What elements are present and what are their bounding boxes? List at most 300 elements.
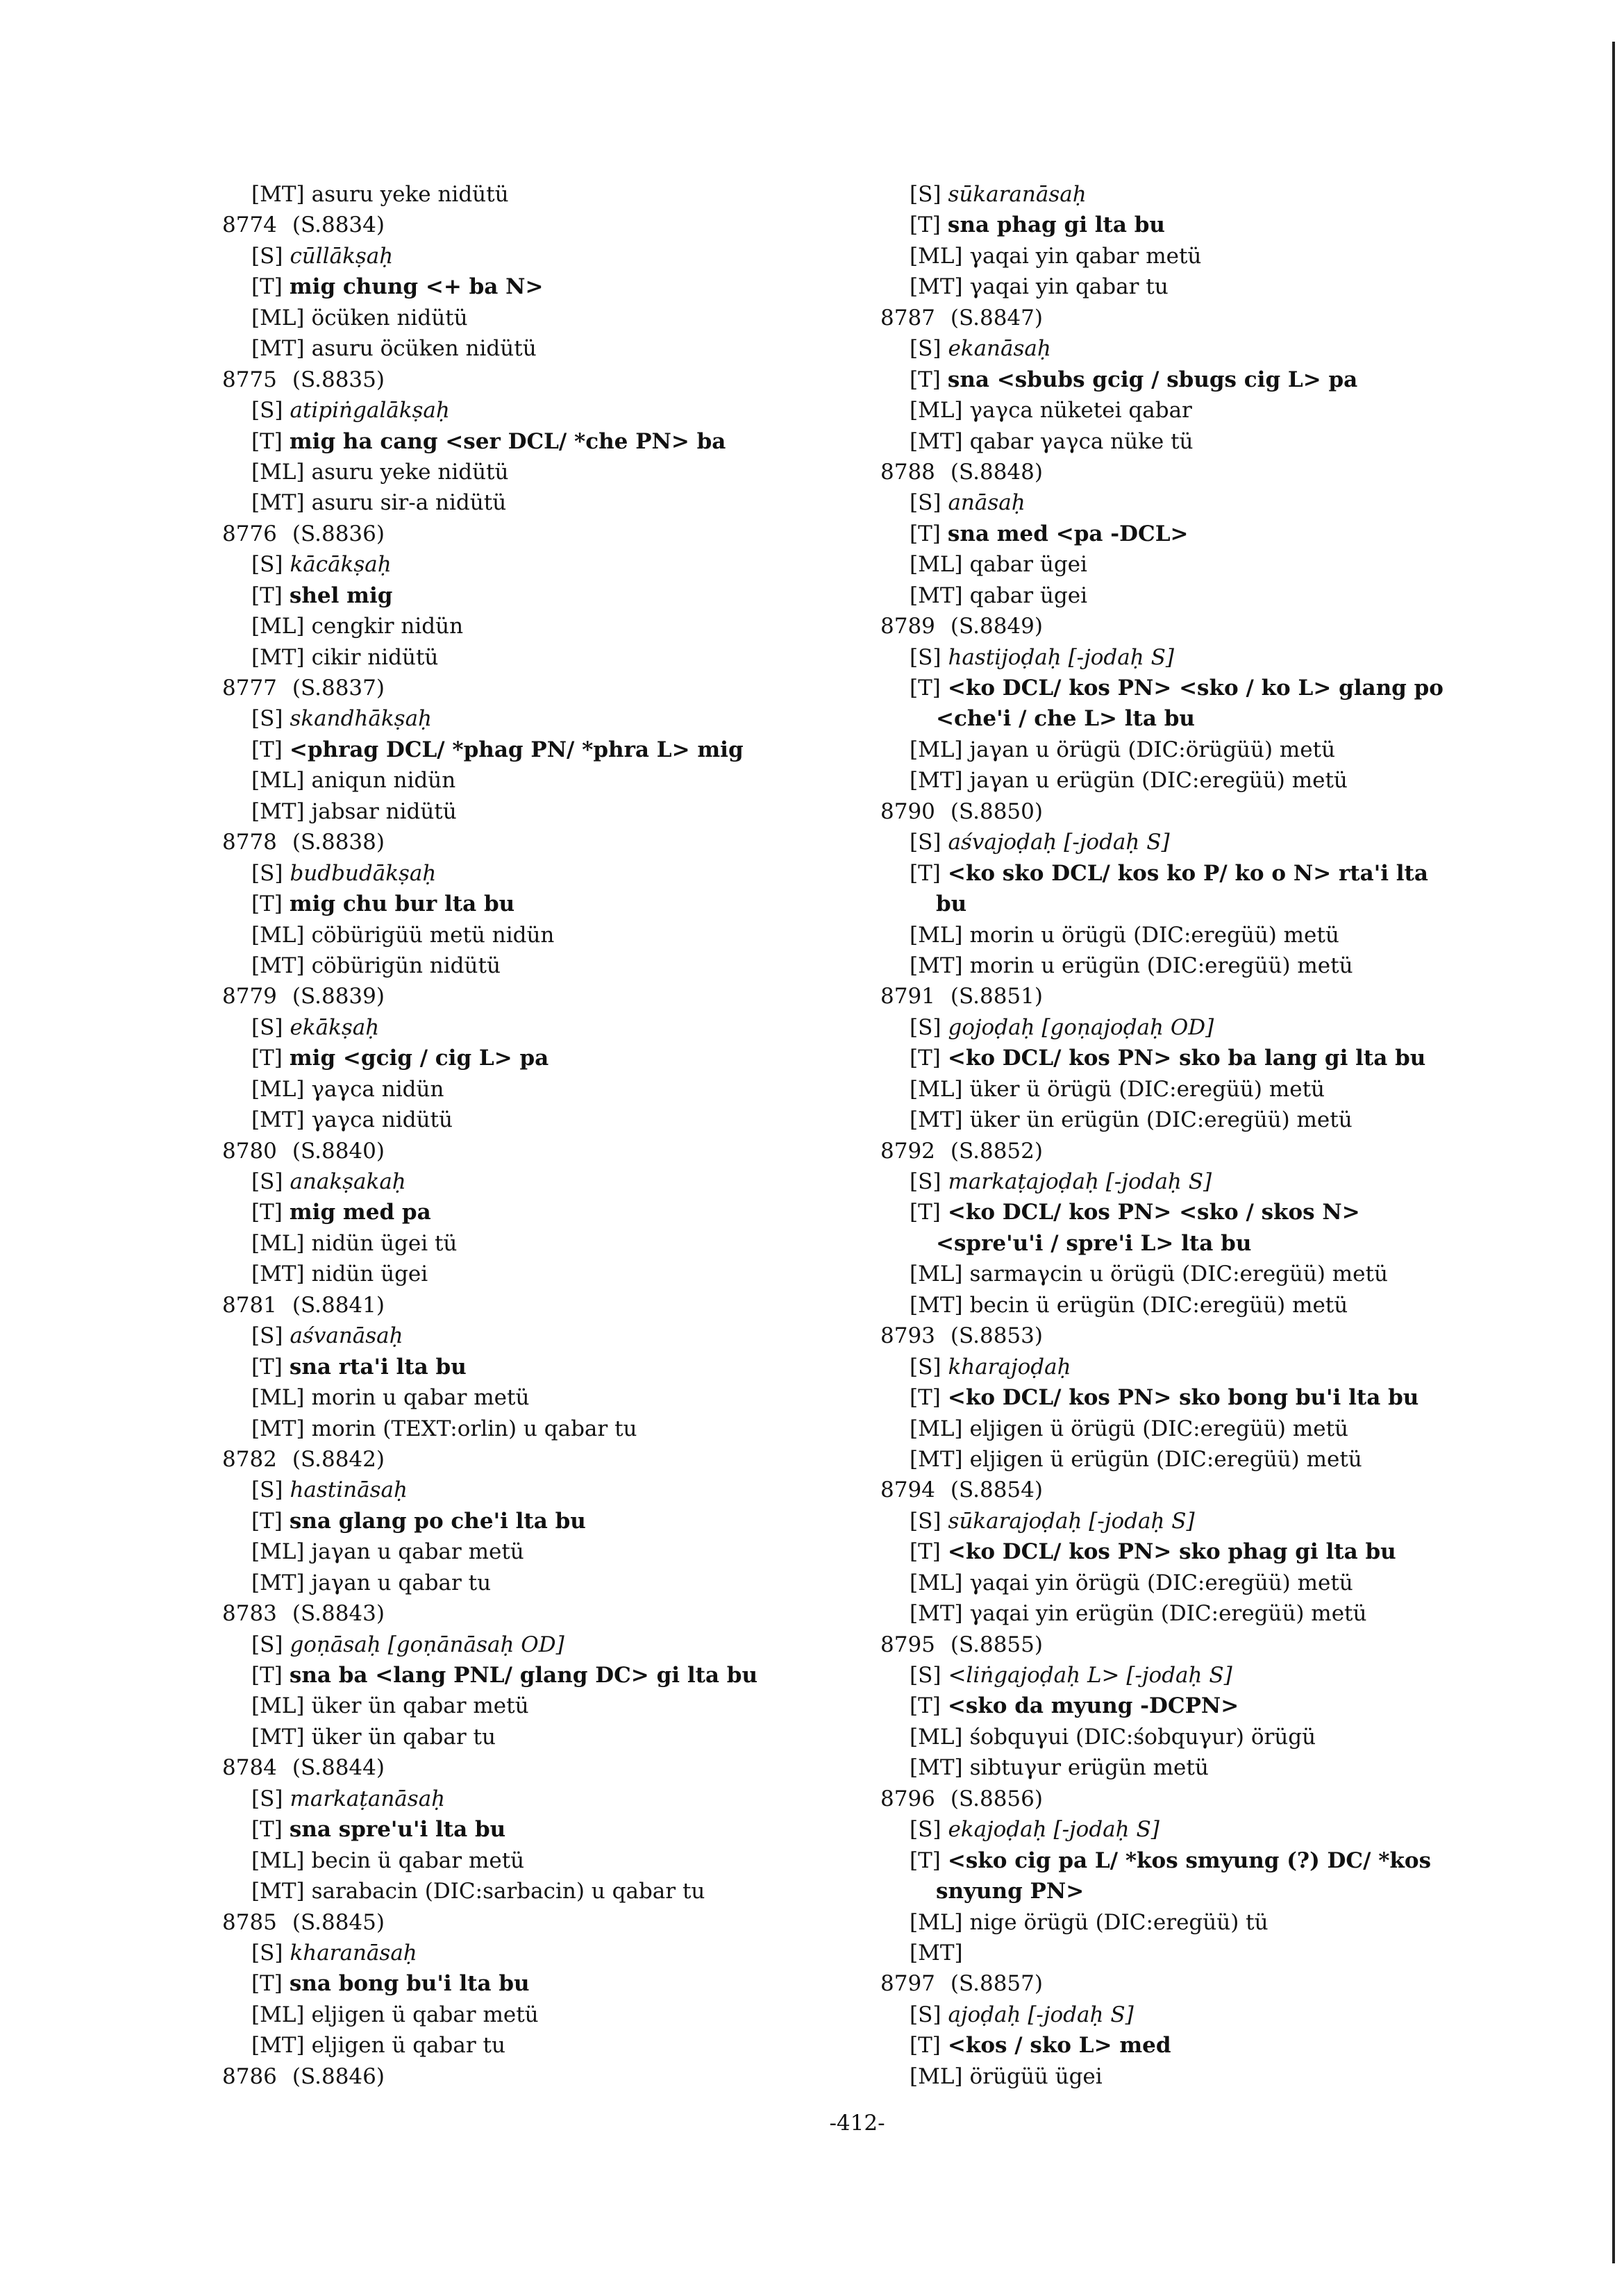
- field-tag: [T]: [910, 1539, 941, 1565]
- entry-number-line: [222, 1444, 847, 1475]
- field-text: sna med <pa -DCL>: [947, 521, 1189, 546]
- field-tag: [ML]: [910, 552, 963, 578]
- field-text: budbudākṣaḥ: [290, 860, 437, 886]
- field-line-t: [880, 210, 1505, 240]
- field-text: eljigen ü qabar tu: [311, 2033, 505, 2059]
- field-tag: [S]: [251, 1940, 283, 1966]
- field-tag: [MT]: [251, 644, 305, 670]
- entry-number-line: [222, 827, 847, 857]
- entry-number-line: [880, 1321, 1505, 1351]
- page-number: -412-: [829, 2111, 885, 2136]
- entry-number: 8784: [222, 1755, 277, 1781]
- field-line-s: [222, 395, 847, 426]
- field-tag: [MT]: [251, 1416, 305, 1441]
- entry-number: 8778: [222, 830, 277, 855]
- field-line-t: [222, 1043, 847, 1073]
- field-tag: [S]: [251, 243, 283, 269]
- field-tag: [T]: [910, 1046, 941, 1071]
- field-text: sna spre'u'i lta bu: [289, 1817, 506, 1843]
- field-tag: [S]: [910, 1169, 941, 1194]
- field-tag: [ML]: [251, 1693, 305, 1719]
- field-text: sna <sbubs gcig / sbugs cig L> pa: [947, 367, 1358, 392]
- entry-number-line: [880, 1784, 1505, 1814]
- source-reference: (S.8834): [292, 212, 385, 238]
- field-tag: [T]: [251, 1508, 283, 1534]
- field-text: morin (TEXT:orlin) u qabar tu: [311, 1416, 637, 1441]
- field-tag: [T]: [910, 860, 941, 886]
- source-reference: (S.8849): [950, 614, 1043, 639]
- field-line-mt: [222, 1722, 847, 1752]
- field-tag: [MT]: [910, 768, 963, 794]
- field-text: γaqai yin qabar tu: [969, 274, 1169, 300]
- field-tag: [MT]: [251, 182, 305, 207]
- field-line-s: [222, 1166, 847, 1197]
- field-line-t: [880, 858, 1505, 889]
- field-text: sūkarajoḍaḥ [-jodaḥ S]: [948, 1508, 1195, 1534]
- entry-number-line: [880, 1968, 1505, 1999]
- field-tag: [MT]: [251, 490, 305, 516]
- source-reference: (S.8851): [950, 984, 1043, 1009]
- field-text: <che'i / che L> lta bu: [936, 706, 1195, 732]
- continuation-line: [880, 1228, 1505, 1259]
- entry-number: 8791: [880, 984, 935, 1009]
- field-tag: [MT]: [251, 1879, 305, 1904]
- entry-number-line: [222, 1752, 847, 1783]
- field-text: cūllākṣaḥ: [290, 243, 394, 269]
- field-text: <ko DCL/ kos PN> sko ba lang gi lta bu: [947, 1046, 1426, 1071]
- field-line-mt: [222, 333, 847, 364]
- field-line-ml: [222, 457, 847, 487]
- field-line-t: [880, 1845, 1505, 1876]
- entry-number-line: [222, 2061, 847, 2092]
- field-tag: [ML]: [251, 1230, 305, 1256]
- entry-number-line: [222, 519, 847, 549]
- field-tag: [MT]: [910, 1292, 963, 1318]
- field-text: kharanāsaḥ: [290, 1940, 417, 1966]
- field-line-t: [880, 1536, 1505, 1567]
- entry-number: 8777: [222, 676, 277, 701]
- field-tag: [T]: [251, 737, 283, 762]
- field-tag: [T]: [910, 367, 941, 392]
- field-tag: [T]: [910, 1385, 941, 1411]
- field-text: sna bong bu'i lta bu: [289, 1971, 530, 1997]
- field-text: <sko da myung -DCPN>: [947, 1693, 1239, 1719]
- entry-number: 8789: [880, 614, 935, 639]
- field-line-mt: [880, 1938, 1505, 1968]
- field-text: mig med pa: [289, 1200, 431, 1225]
- field-text: γaγca nidün: [311, 1076, 444, 1102]
- field-text: <spre'u'i / spre'i L> lta bu: [936, 1230, 1252, 1256]
- field-text: sarabacin (DIC:sarbacin) u qabar tu: [311, 1879, 705, 1904]
- field-tag: [S]: [251, 860, 283, 886]
- field-line-s: [222, 549, 847, 580]
- field-tag: [T]: [910, 2033, 941, 2059]
- field-text: asuru yeke nidütü: [311, 459, 509, 485]
- field-tag: [ML]: [251, 1076, 305, 1102]
- field-text: anāsaḥ: [948, 490, 1026, 516]
- field-text: eljigen ü örügü (DIC:eregüü) metü: [969, 1416, 1349, 1441]
- field-tag: [T]: [910, 212, 941, 238]
- field-tag: [T]: [251, 1046, 283, 1071]
- field-tag: [MT]: [910, 1755, 963, 1781]
- field-line-t: [222, 1968, 847, 1999]
- field-line-t: [222, 426, 847, 457]
- field-line-t: [222, 1814, 847, 1845]
- field-tag: [ML]: [251, 768, 305, 794]
- field-text: gojoḍaḥ [goṇajoḍaḥ OD]: [948, 1014, 1214, 1040]
- field-line-mt: [880, 580, 1505, 611]
- field-tag: [T]: [251, 428, 283, 454]
- field-line-mt: [222, 796, 847, 827]
- entry-number-line: [880, 1475, 1505, 1505]
- entry-number-line: [880, 981, 1505, 1012]
- field-line-ml: [880, 1722, 1505, 1752]
- source-reference: (S.8850): [950, 798, 1043, 824]
- field-tag: [ML]: [910, 922, 963, 948]
- source-reference: (S.8837): [292, 676, 385, 701]
- field-tag: [ML]: [251, 459, 305, 485]
- field-text: örügüü ügei: [969, 2063, 1103, 2089]
- field-line-mt: [880, 1752, 1505, 1783]
- field-line-ml: [880, 549, 1505, 580]
- field-text: kharajoḍaḥ: [948, 1354, 1071, 1380]
- field-text: sarmaγcin u örügü (DIC:eregüü) metü: [969, 1262, 1388, 1287]
- field-text: <ko DCL/ kos PN> sko bong bu'i lta bu: [947, 1385, 1419, 1411]
- field-line-ml: [880, 2061, 1505, 2092]
- field-tag: [MT]: [251, 1107, 305, 1133]
- field-tag: [ML]: [251, 2002, 305, 2027]
- field-tag: [MT]: [251, 953, 305, 978]
- field-tag: [S]: [251, 1169, 283, 1194]
- field-text: anakṣakaḥ: [290, 1169, 406, 1194]
- entry-number: 8779: [222, 984, 277, 1009]
- field-line-s: [880, 1166, 1505, 1197]
- field-tag: [T]: [251, 1971, 283, 1997]
- entry-number: 8787: [880, 305, 935, 330]
- field-text: cengkir nidün: [311, 614, 464, 639]
- entry-number-line: [222, 1290, 847, 1321]
- field-text: mig ha cang <ser DCL/ *che PN> ba: [289, 428, 726, 454]
- field-tag: [MT]: [251, 1570, 305, 1595]
- field-tag: [ML]: [910, 1076, 963, 1102]
- entry-number-line: [222, 364, 847, 395]
- entry-number-line: [222, 673, 847, 703]
- field-line-mt: [222, 1568, 847, 1598]
- field-line-s: [880, 487, 1505, 518]
- field-tag: [S]: [910, 1817, 941, 1843]
- field-text: asuru sir-a nidütü: [311, 490, 507, 516]
- field-line-mt: [222, 1876, 847, 1907]
- field-line-s: [222, 1629, 847, 1660]
- field-line-ml: [222, 2000, 847, 2030]
- field-text: jaγan u erügün (DIC:eregüü) metü: [969, 768, 1348, 794]
- field-text: <sko cig pa L/ *kos smyung (?) DC/ *kos: [947, 1847, 1432, 1873]
- field-tag: [ML]: [910, 1570, 963, 1595]
- field-line-s: [222, 1321, 847, 1351]
- field-line-mt: [880, 1598, 1505, 1629]
- field-text: <ko DCL/ kos PN> sko phag gi lta bu: [947, 1539, 1396, 1565]
- field-line-s: [880, 1352, 1505, 1382]
- field-tag: [S]: [251, 1323, 283, 1349]
- field-tag: [T]: [910, 521, 941, 546]
- field-line-ml: [880, 1907, 1505, 1938]
- entry-number: 8782: [222, 1446, 277, 1472]
- field-line-t: [880, 1382, 1505, 1413]
- field-text: becin ü erügün (DIC:eregüü) metü: [969, 1292, 1348, 1318]
- field-text: üker ü örügü (DIC:eregüü) metü: [969, 1076, 1325, 1102]
- scan-edge-line: [1612, 42, 1615, 2263]
- field-tag: [S]: [910, 1663, 941, 1688]
- field-tag: [S]: [251, 1477, 283, 1503]
- field-line-s: [880, 1012, 1505, 1043]
- source-reference: (S.8844): [292, 1755, 385, 1781]
- field-tag: [T]: [910, 1693, 941, 1719]
- field-line-t: [880, 1691, 1505, 1721]
- field-line-ml: [222, 920, 847, 950]
- entry-number-line: [222, 1136, 847, 1166]
- field-tag: [MT]: [251, 798, 305, 824]
- field-line-ml: [222, 1845, 847, 1876]
- field-text: markaṭajoḍaḥ [-jodaḥ S]: [948, 1169, 1212, 1194]
- field-tag: [T]: [251, 1663, 283, 1688]
- field-text: jaγan u qabar metü: [311, 1539, 524, 1565]
- field-text: morin u örügü (DIC:eregüü) metü: [969, 922, 1339, 948]
- continuation-line: [880, 703, 1505, 734]
- field-line-t: [222, 889, 847, 919]
- entry-number: 8780: [222, 1138, 277, 1164]
- field-tag: [S]: [251, 1632, 283, 1657]
- field-line-ml: [880, 1074, 1505, 1105]
- field-line-t: [222, 1660, 847, 1691]
- field-text: hastināsaḥ: [290, 1477, 408, 1503]
- field-text: <kos / sko L> med: [947, 2033, 1171, 2059]
- entry-number: 8775: [222, 367, 277, 392]
- field-line-t: [222, 271, 847, 302]
- entry-number: 8796: [880, 1786, 935, 1811]
- field-line-ml: [222, 1382, 847, 1413]
- field-tag: [MT]: [910, 1940, 963, 1966]
- field-tag: [MT]: [910, 1446, 963, 1472]
- field-text: atipiṅgalākṣaḥ: [290, 398, 450, 424]
- field-line-mt: [222, 2030, 847, 2061]
- field-line-mt: [880, 1105, 1505, 1135]
- field-line-t: [880, 519, 1505, 549]
- field-text: γaqai yin qabar metü: [969, 243, 1202, 269]
- field-tag: [T]: [251, 891, 283, 917]
- field-tag: [S]: [251, 706, 283, 732]
- field-text: üker ün erügün (DIC:eregüü) metü: [969, 1107, 1353, 1133]
- field-tag: [S]: [910, 830, 941, 855]
- source-reference: (S.8852): [950, 1138, 1043, 1164]
- field-text: eljigen ü qabar metü: [311, 2002, 539, 2027]
- field-text: snyung PN>: [936, 1879, 1085, 1904]
- field-text: <ko sko DCL/ kos ko P/ ko o N> rta'i lta: [947, 860, 1428, 886]
- field-line-t: [880, 1197, 1505, 1227]
- field-text: qabar ügei: [969, 552, 1087, 578]
- field-text: cöbürigüü metü nidün: [311, 922, 555, 948]
- field-text: γaqai yin erügün (DIC:eregüü) metü: [969, 1601, 1367, 1627]
- field-line-t: [880, 673, 1505, 703]
- field-line-t: [222, 580, 847, 611]
- field-line-t: [880, 1043, 1505, 1073]
- field-text: cikir nidütü: [311, 644, 439, 670]
- field-tag: [ML]: [910, 1724, 963, 1750]
- field-line-ml: [222, 765, 847, 796]
- entry-number: 8790: [880, 798, 935, 824]
- field-tag: [ML]: [251, 1539, 305, 1565]
- field-line-ml: [880, 1414, 1505, 1444]
- continuation-line: [880, 1876, 1505, 1907]
- field-tag: [ML]: [251, 305, 305, 330]
- field-text: nidün ügei tü: [311, 1230, 458, 1256]
- field-text: sūkaranāsaḥ: [948, 182, 1087, 207]
- field-text: hastijoḍaḥ [-jodaḥ S]: [948, 644, 1174, 670]
- entry-number-line: [880, 457, 1505, 487]
- field-tag: [ML]: [910, 1909, 963, 1935]
- field-line-s: [880, 1660, 1505, 1691]
- entry-number: 8797: [880, 1971, 935, 1997]
- field-line-s: [222, 703, 847, 734]
- source-reference: (S.8843): [292, 1601, 385, 1627]
- field-line-s: [880, 2000, 1505, 2030]
- field-text: nige örügü (DIC:eregüü) tü: [969, 1909, 1269, 1935]
- entry-number: 8792: [880, 1138, 935, 1164]
- entry-number-line: [222, 1598, 847, 1629]
- field-text: śobquγui (DIC:śobquγur) örügü: [969, 1724, 1316, 1750]
- field-tag: [ML]: [251, 1385, 305, 1411]
- field-tag: [ML]: [251, 922, 305, 948]
- field-tag: [MT]: [910, 428, 963, 454]
- field-line-mt: [222, 179, 847, 210]
- field-line-ml: [222, 1074, 847, 1105]
- entry-number-line: [222, 981, 847, 1012]
- field-line-mt: [222, 950, 847, 981]
- field-tag: [S]: [910, 1014, 941, 1040]
- field-text: ajoḍaḥ [-jodaḥ S]: [948, 2002, 1134, 2027]
- field-tag: [T]: [910, 676, 941, 701]
- source-reference: (S.8840): [292, 1138, 385, 1164]
- source-reference: (S.8845): [292, 1909, 385, 1935]
- field-line-ml: [222, 303, 847, 333]
- source-reference: (S.8846): [292, 2063, 385, 2089]
- field-text: skandhākṣaḥ: [290, 706, 433, 732]
- field-tag: [T]: [910, 1847, 941, 1873]
- field-line-t: [880, 2030, 1505, 2061]
- source-reference: (S.8847): [950, 305, 1043, 330]
- field-text: asuru öcüken nidütü: [311, 336, 537, 362]
- field-tag: [T]: [251, 1200, 283, 1225]
- field-tag: [ML]: [251, 1847, 305, 1873]
- entry-number: 8788: [880, 459, 935, 485]
- field-line-mt: [880, 765, 1505, 796]
- field-line-ml: [222, 1536, 847, 1567]
- field-tag: [MT]: [251, 2033, 305, 2059]
- field-text: kācākṣaḥ: [290, 552, 392, 578]
- entry-number: 8785: [222, 1909, 277, 1935]
- field-line-s: [880, 827, 1505, 857]
- field-tag: [MT]: [910, 953, 963, 978]
- field-text: sna ba <lang PNL/ glang DC> gi lta bu: [289, 1663, 758, 1688]
- field-text: γaγca nidütü: [311, 1107, 453, 1133]
- field-text: sna glang po che'i lta bu: [289, 1508, 586, 1534]
- field-line-s: [880, 179, 1505, 210]
- field-line-mt: [222, 487, 847, 518]
- source-reference: (S.8842): [292, 1446, 385, 1472]
- field-text: sibtuγur erügün metü: [969, 1755, 1209, 1781]
- field-text: sna phag gi lta bu: [947, 212, 1165, 238]
- field-text: shel mig: [289, 583, 393, 608]
- field-tag: [MT]: [910, 1601, 963, 1627]
- left-column: [222, 179, 847, 2092]
- field-tag: [ML]: [910, 737, 963, 762]
- field-text: aniqun nidün: [311, 768, 456, 794]
- field-line-s: [222, 858, 847, 889]
- field-text: qabar γaγca nüke tü: [969, 428, 1194, 454]
- field-text: asuru yeke nidütü: [311, 182, 509, 207]
- source-reference: (S.8835): [292, 367, 385, 392]
- entry-number: 8795: [880, 1632, 935, 1657]
- field-text: <liṅgajoḍaḥ L> [-jodaḥ S]: [948, 1663, 1232, 1688]
- source-reference: (S.8853): [950, 1323, 1043, 1349]
- field-line-s: [222, 1012, 847, 1043]
- field-text: markaṭanāsaḥ: [290, 1786, 446, 1811]
- field-tag: [S]: [910, 336, 941, 362]
- field-text: jaγan u qabar tu: [311, 1570, 492, 1595]
- field-line-mt: [880, 1290, 1505, 1321]
- entry-number-line: [880, 796, 1505, 827]
- field-text: morin u erügün (DIC:eregüü) metü: [969, 953, 1353, 978]
- entry-number-line: [880, 1629, 1505, 1660]
- field-line-t: [222, 1506, 847, 1536]
- field-text: üker ün qabar metü: [311, 1693, 529, 1719]
- field-text: <ko DCL/ kos PN> <sko / skos N>: [947, 1200, 1360, 1225]
- field-tag: [S]: [910, 490, 941, 516]
- field-line-mt: [880, 271, 1505, 302]
- field-tag: [MT]: [910, 583, 963, 608]
- field-tag: [T]: [910, 1200, 941, 1225]
- field-line-s: [880, 642, 1505, 673]
- entry-number: 8786: [222, 2063, 277, 2089]
- entry-number-line: [880, 1136, 1505, 1166]
- field-tag: [T]: [251, 583, 283, 608]
- field-line-mt: [222, 1259, 847, 1289]
- field-line-ml: [222, 1228, 847, 1259]
- field-tag: [T]: [251, 274, 283, 300]
- field-line-mt: [222, 642, 847, 673]
- field-tag: [T]: [251, 1817, 283, 1843]
- field-line-mt: [880, 426, 1505, 457]
- field-text: cöbürigün nidütü: [311, 953, 501, 978]
- field-line-mt: [880, 950, 1505, 981]
- source-reference: (S.8841): [292, 1292, 385, 1318]
- field-tag: [MT]: [251, 1262, 305, 1287]
- field-tag: [MT]: [251, 1724, 305, 1750]
- field-tag: [MT]: [251, 336, 305, 362]
- field-tag: [ML]: [910, 1416, 963, 1441]
- field-text: aśvanāsaḥ: [290, 1323, 403, 1349]
- field-line-mt: [880, 1444, 1505, 1475]
- field-text: goṇāsaḥ [goṇānāsaḥ OD]: [290, 1632, 564, 1657]
- source-reference: (S.8857): [950, 1971, 1043, 1997]
- entry-number: 8781: [222, 1292, 277, 1318]
- field-tag: [S]: [910, 1354, 941, 1380]
- field-tag: [MT]: [910, 274, 963, 300]
- field-tag: [ML]: [910, 2063, 963, 2089]
- field-line-t: [222, 735, 847, 765]
- field-text: jabsar nidütü: [311, 798, 457, 824]
- field-tag: [S]: [910, 644, 941, 670]
- field-line-s: [222, 241, 847, 271]
